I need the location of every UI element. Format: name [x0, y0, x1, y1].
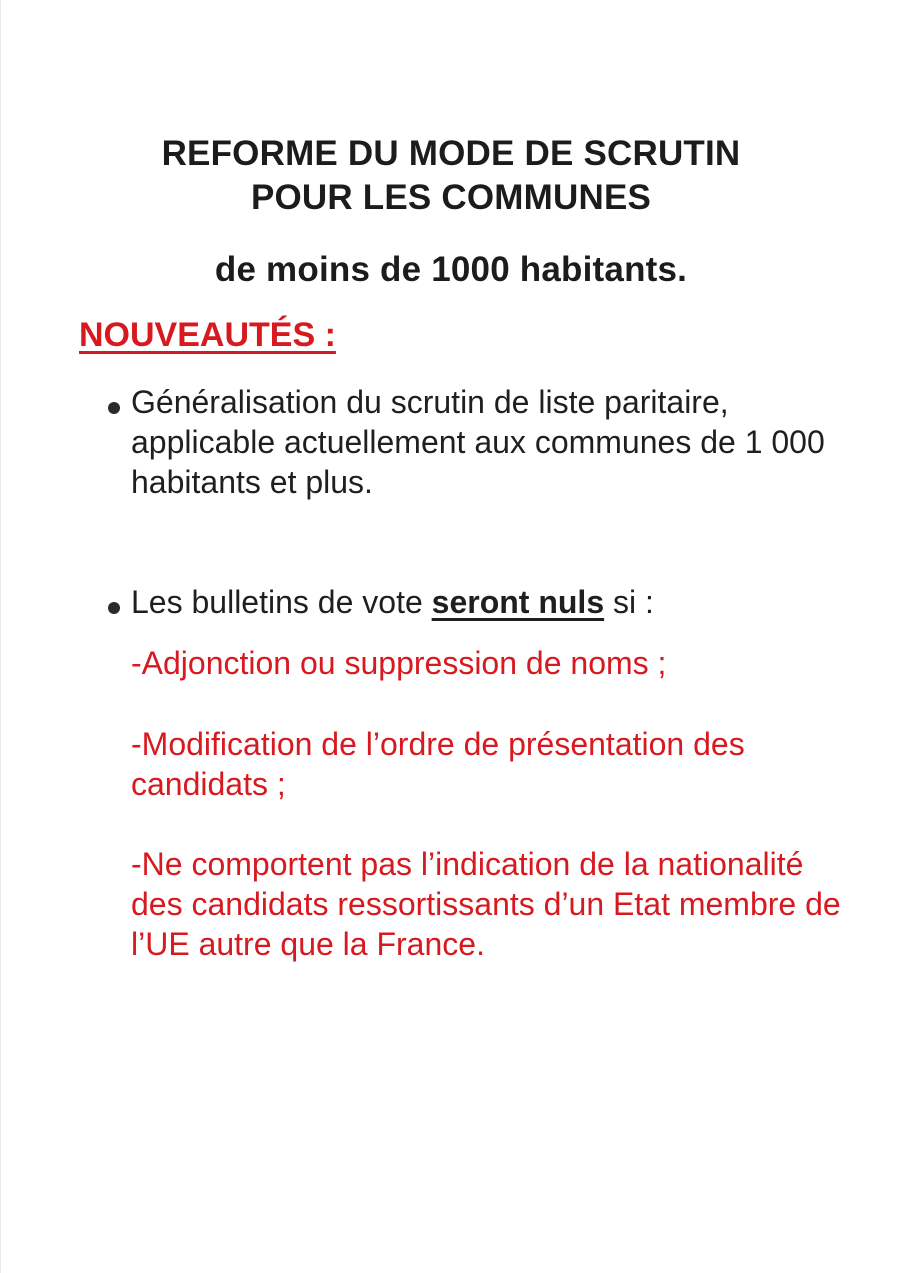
condition-item: -Adjonction ou suppression de noms ;	[131, 645, 667, 681]
subtitle: de moins de 1000 habitants.	[214, 250, 688, 289]
condition-item: -Ne comportent pas l’indication de la nationalité des candidats ressortissants d’un Etat membre de l’UE autre que la France.	[131, 846, 841, 962]
bullet2-suffix: si :	[604, 584, 654, 620]
bullet-dot-icon	[108, 602, 120, 614]
bullet2-emphasis: seront nuls	[431, 584, 605, 620]
bullet2-prefix: Les bulletins de vote	[131, 584, 432, 620]
title-line-1: REFORME DU MODE DE SCRUTIN	[161, 134, 741, 173]
title-line-2: POUR LES COMMUNES	[250, 178, 652, 217]
bullet-item-generalisation: Généralisation du scrutin de liste paritaire, applicable actuellement aux communes de 1 000 habitants et plus.	[131, 384, 825, 500]
section-heading: NOUVEAUTÉS :	[79, 316, 336, 354]
bullet-dot-icon	[108, 402, 120, 414]
condition-item: -Modification de l’ordre de présentation des candidats ;	[131, 726, 745, 802]
bullet-item-bulletins	[131, 582, 851, 622]
